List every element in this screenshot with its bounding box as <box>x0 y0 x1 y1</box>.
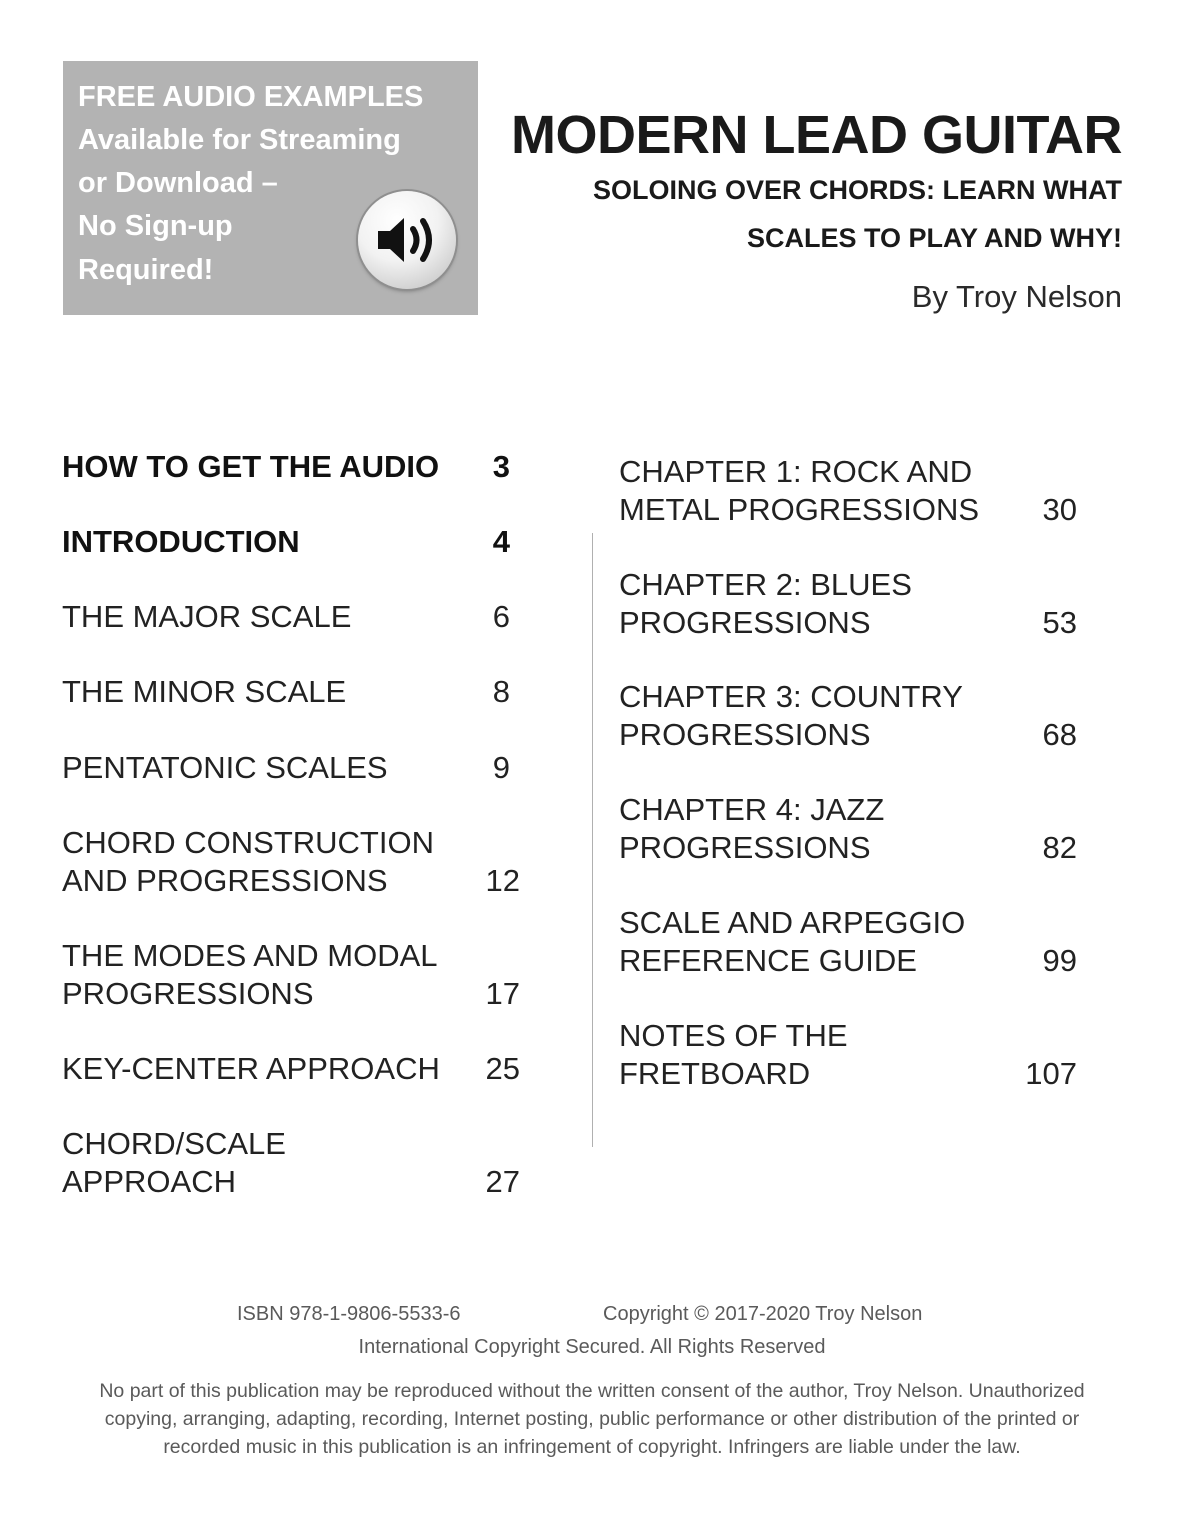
toc-entry-title: THE MAJOR SCALE <box>62 599 352 634</box>
toc-entry-page: 6 <box>492 599 510 634</box>
toc-entry-title: APPROACH <box>62 1164 236 1199</box>
toc-entry[interactable] <box>619 678 1079 754</box>
toc-entry-title: PENTATONIC SCALES <box>62 750 388 785</box>
toc-entry[interactable] <box>62 673 522 711</box>
toc-entry[interactable] <box>619 904 1079 980</box>
toc-entry-title: INTRODUCTION <box>62 524 300 559</box>
toc-entry-title: PROGRESSIONS <box>619 717 871 752</box>
toc-entry-title: THE MODES AND MODAL <box>62 938 438 973</box>
toc-entry-page: 82 <box>1042 830 1077 865</box>
toc-entry[interactable] <box>62 523 522 561</box>
toc-entry-title: THE MINOR SCALE <box>62 674 347 709</box>
toc-entry-title: CHAPTER 1: ROCK AND <box>619 454 973 489</box>
audio-banner-line: or Download – <box>78 167 278 199</box>
toc-entry-title: PROGRESSIONS <box>619 605 871 640</box>
toc-entry-title: SCALE AND ARPEGGIO <box>619 905 966 940</box>
toc-entry-page: 4 <box>492 524 510 559</box>
rights-reserved-text: International Copyright Secured. All Rights Reserved <box>358 1336 826 1358</box>
toc-entry-page: 27 <box>485 1164 520 1199</box>
toc-entry[interactable] <box>619 1017 1079 1093</box>
toc-entry[interactable] <box>62 1050 522 1088</box>
legal-notice-line: copying, arranging, adapting, recording, Internet posting, public performance or other distribution of the printed or <box>104 1408 1080 1430</box>
toc-entry-page: 25 <box>485 1051 520 1086</box>
toc-entry-title: FRETBOARD <box>619 1056 811 1091</box>
book-title: MODERN LEAD GUITAR <box>511 105 1122 165</box>
toc-entry[interactable] <box>62 448 522 486</box>
book-subtitle-line: SCALES TO PLAY AND WHY! <box>746 223 1122 253</box>
toc-entry-title: HOW TO GET THE AUDIO <box>62 449 440 484</box>
toc-entry-page: 12 <box>485 863 520 898</box>
toc-entry[interactable] <box>62 598 522 636</box>
toc-entry[interactable] <box>619 453 1079 529</box>
toc-entry-page: 30 <box>1042 492 1077 527</box>
audio-banner-line: Required! <box>78 254 214 286</box>
toc-entry-title: PROGRESSIONS <box>619 830 871 865</box>
toc-entry[interactable] <box>62 824 522 900</box>
toc-entry-page: 17 <box>485 976 520 1011</box>
toc-entry-page: 68 <box>1042 717 1077 752</box>
audio-banner-line: Available for Streaming <box>78 124 401 156</box>
free-audio-banner <box>63 61 478 315</box>
speaker-icon <box>358 191 456 289</box>
isbn-text: ISBN 978-1-9806-5533-6 <box>237 1303 461 1325</box>
toc-entry-title: NOTES OF THE <box>619 1018 848 1053</box>
audio-banner-line: FREE AUDIO EXAMPLES <box>78 81 424 113</box>
toc-entry[interactable] <box>62 749 522 787</box>
toc-entry-title: CHORD CONSTRUCTION <box>62 825 434 860</box>
book-subtitle-line: SOLOING OVER CHORDS: LEARN WHAT <box>593 175 1122 205</box>
toc-entry-title: METAL PROGRESSIONS <box>619 492 980 527</box>
toc-entry-title: CHAPTER 3: COUNTRY <box>619 679 963 714</box>
toc-entry-page: 9 <box>492 750 510 785</box>
toc-entry-title: CHAPTER 2: BLUES <box>619 567 912 602</box>
toc-entry-title: CHORD/SCALE <box>62 1126 286 1161</box>
toc-entry-title: PROGRESSIONS <box>62 976 314 1011</box>
toc-entry[interactable] <box>62 937 522 1013</box>
toc-entry-title: CHAPTER 4: JAZZ <box>619 792 885 827</box>
toc-entry-title: KEY-CENTER APPROACH <box>62 1051 440 1086</box>
toc-entry[interactable] <box>619 791 1079 867</box>
legal-notice-line: recorded music in this publication is an infringement of copyright. Infringers are liable under the law. <box>163 1436 1021 1458</box>
toc-entry-page: 107 <box>1025 1056 1077 1091</box>
copyright-text: Copyright © 2017-2020 Troy Nelson <box>603 1303 923 1325</box>
toc-entry-page: 99 <box>1042 943 1077 978</box>
toc-entry-page: 53 <box>1042 605 1077 640</box>
toc-entry-title: REFERENCE GUIDE <box>619 943 917 978</box>
toc-entry[interactable] <box>619 566 1079 642</box>
audio-banner-line: No Sign-up <box>78 210 233 242</box>
toc-entry-page: 8 <box>492 674 510 709</box>
legal-notice-line: No part of this publication may be reproduced without the written consent of the author, Troy Nelson. Unauthorized <box>99 1380 1085 1402</box>
column-divider <box>592 533 593 1147</box>
toc-entry[interactable] <box>62 1125 522 1201</box>
toc-entry-page: 3 <box>492 449 510 484</box>
toc-entry-title: AND PROGRESSIONS <box>62 863 388 898</box>
author-byline: By Troy Nelson <box>911 279 1122 314</box>
